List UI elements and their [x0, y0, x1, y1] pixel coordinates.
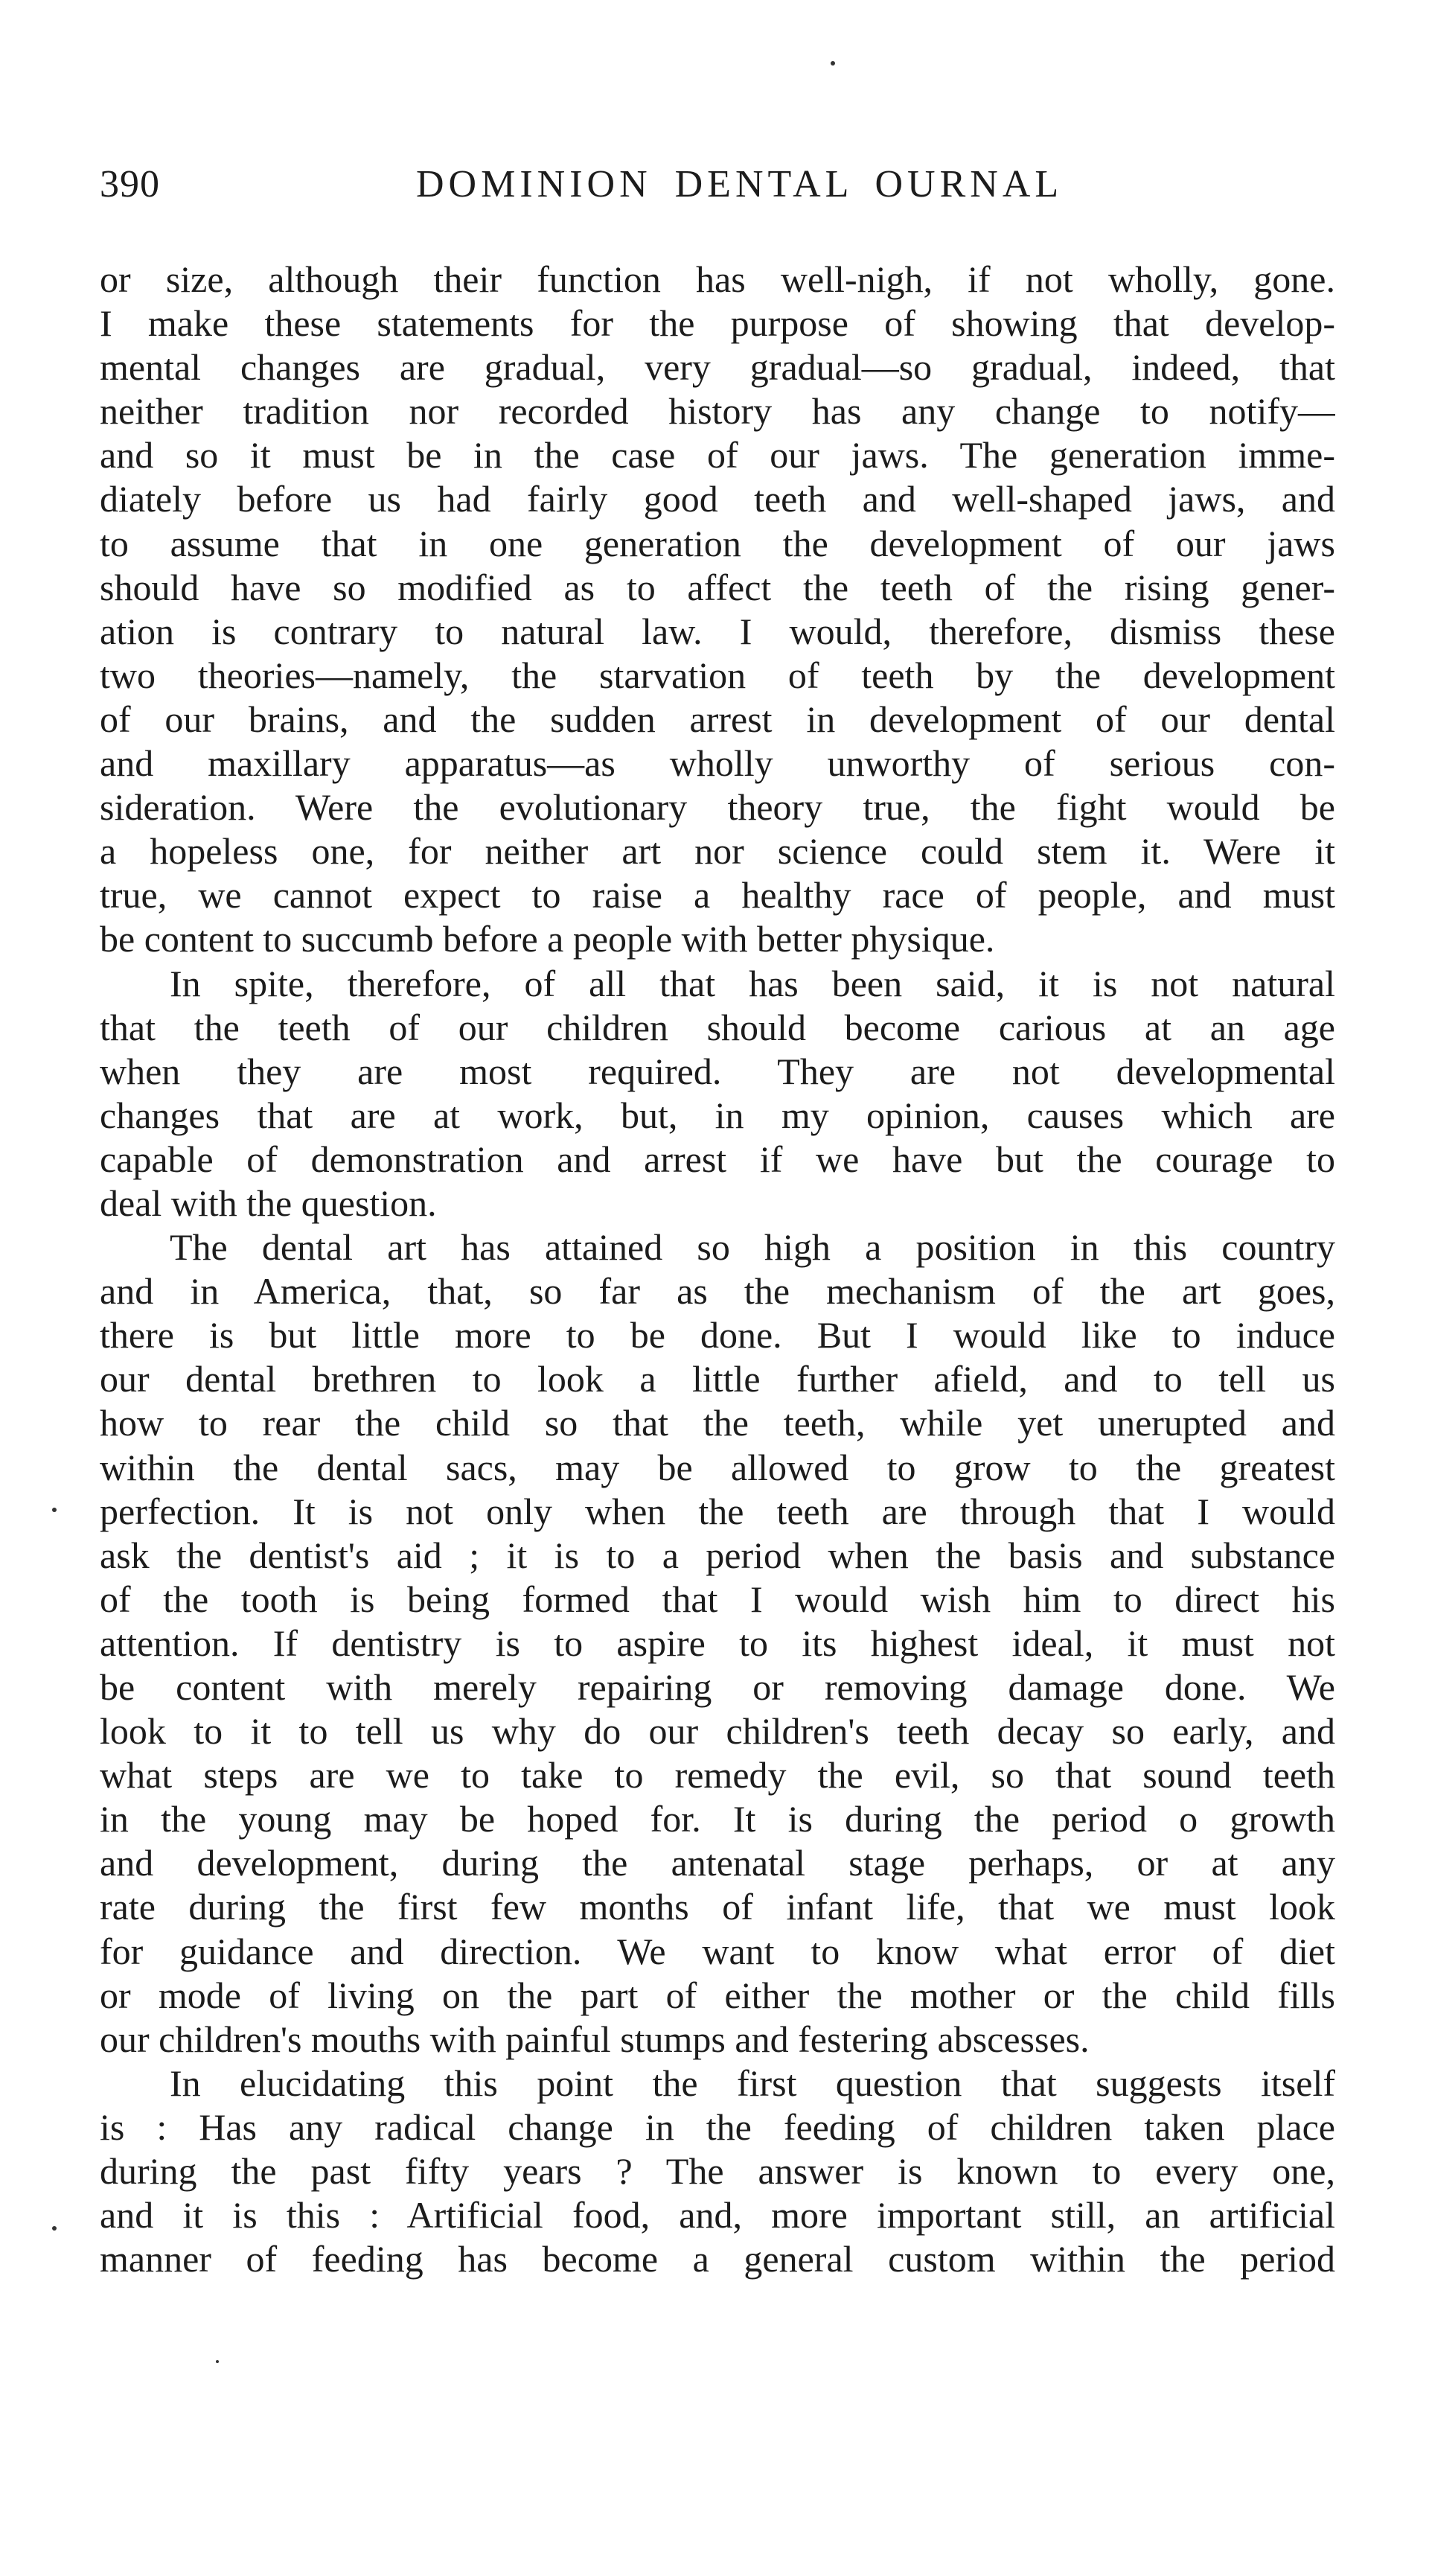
- text-line: is : Has any radical change in the feeding of children taken place: [100, 2105, 1335, 2148]
- text-line: changes that are at work, but, in my opinion, causes which are: [100, 1094, 1335, 1136]
- text-line: capable of demonstration and arrest if we have but the courage to: [100, 1138, 1335, 1180]
- text-line: that the teeth of our children should become carious at an age: [100, 1006, 1335, 1048]
- text-line: and in America, that, so far as the mechanism of the art goes,: [100, 1270, 1335, 1313]
- text-line: deal with the question.: [100, 1182, 437, 1224]
- text-line: and so it must be in the case of our jaws. The generation imme-: [100, 434, 1335, 476]
- text-line: of our brains, and the sudden arrest in development of our dental: [100, 698, 1335, 740]
- text-line: or size, although their function has well-nigh, if not wholly, gone.: [100, 258, 1335, 300]
- text-line: The dental art has attained so high a position in this country: [170, 1226, 1335, 1269]
- running-head: DOMINION DENTAL OURNAL: [416, 163, 1064, 205]
- text-line: to assume that in one generation the development of our jaws: [100, 522, 1335, 564]
- text-line: In elucidating this point the first question that suggests itself: [170, 2062, 1335, 2104]
- text-line: two theories—namely, the starvation of teeth by the development: [100, 654, 1335, 696]
- text-line: rate during the first few months of infant life, that we must look: [100, 1886, 1335, 1928]
- text-line: be content with merely repairing or removing damage done. We: [100, 1666, 1335, 1708]
- text-line: should have so modified as to affect the teeth of the rising gener-: [100, 566, 1335, 608]
- text-line: ask the dentist's aid ; it is to a period when the basis and substance: [100, 1534, 1335, 1576]
- scan-speck: [52, 1508, 57, 1512]
- page-number: 390: [100, 163, 160, 205]
- text-line: diately before us had fairly good teeth and well-shaped jaws, and: [100, 478, 1335, 520]
- text-line: for guidance and direction. We want to know what error of diet: [100, 1930, 1335, 1972]
- text-line: our dental brethren to look a little further afield, and to tell us: [100, 1358, 1335, 1400]
- text-line: ation is contrary to natural law. I would, therefore, dismiss these: [100, 610, 1335, 652]
- text-line: there is but little more to be done. But I would like to induce: [100, 1314, 1335, 1356]
- text-line: attention. If dentistry is to aspire to its highest ideal, it must not: [100, 1622, 1335, 1664]
- text-line: of the tooth is being formed that I would wish him to direct his: [100, 1578, 1335, 1620]
- text-line: what steps are we to take to remedy the evil, so that sound teeth: [100, 1754, 1335, 1796]
- scan-speck: [831, 61, 835, 66]
- text-line: mental changes are gradual, very gradual—so gradual, indeed, that: [100, 346, 1335, 389]
- scan-speck: [216, 2360, 219, 2363]
- body-text: [100, 258, 1335, 2281]
- text-line: within the dental sacs, may be allowed to grow to the greatest: [100, 1446, 1335, 1488]
- text-line: true, we cannot expect to raise a healthy race of people, and must: [100, 874, 1335, 916]
- text-line: In spite, therefore, of all that has been said, it is not natural: [170, 962, 1335, 1004]
- text-line: or mode of living on the part of either the mother or the child fills: [100, 1974, 1335, 2016]
- text-line: and development, during the antenatal stage perhaps, or at any: [100, 1842, 1335, 1884]
- text-line: and maxillary apparatus—as wholly unworthy of serious con-: [100, 742, 1335, 785]
- page-header: [100, 162, 1335, 222]
- text-line: a hopeless one, for neither art nor science could stem it. Were it: [100, 830, 1335, 873]
- text-line: look to it to tell us why do our children's teeth decay so early, and: [100, 1710, 1335, 1753]
- text-line: sideration. Were the evolutionary theory true, the fight would be: [100, 786, 1335, 829]
- text-line: and it is this : Artificial food, and, more important still, an artificial: [100, 2194, 1335, 2237]
- text-line: during the past fifty years ? The answer is known to every one,: [100, 2150, 1335, 2193]
- text-line: in the young may be hoped for. It is during the period o growth: [100, 1798, 1335, 1840]
- text-line: manner of feeding has become a general custom within the period: [100, 2238, 1335, 2280]
- scan-speck: [52, 2226, 57, 2231]
- text-line: our children's mouths with painful stumps and festering abscesses.: [100, 2018, 1090, 2060]
- text-line: I make these statements for the purpose of showing that develop-: [100, 302, 1335, 345]
- text-line: be content to succumb before a people with better physique.: [100, 918, 995, 960]
- text-line: neither tradition nor recorded history has any change to notify—: [100, 390, 1335, 433]
- text-line: perfection. It is not only when the teeth are through that I would: [100, 1490, 1335, 1532]
- text-line: when they are most required. They are not developmental: [100, 1050, 1335, 1092]
- text-line: how to rear the child so that the teeth, while yet unerupted and: [100, 1402, 1335, 1444]
